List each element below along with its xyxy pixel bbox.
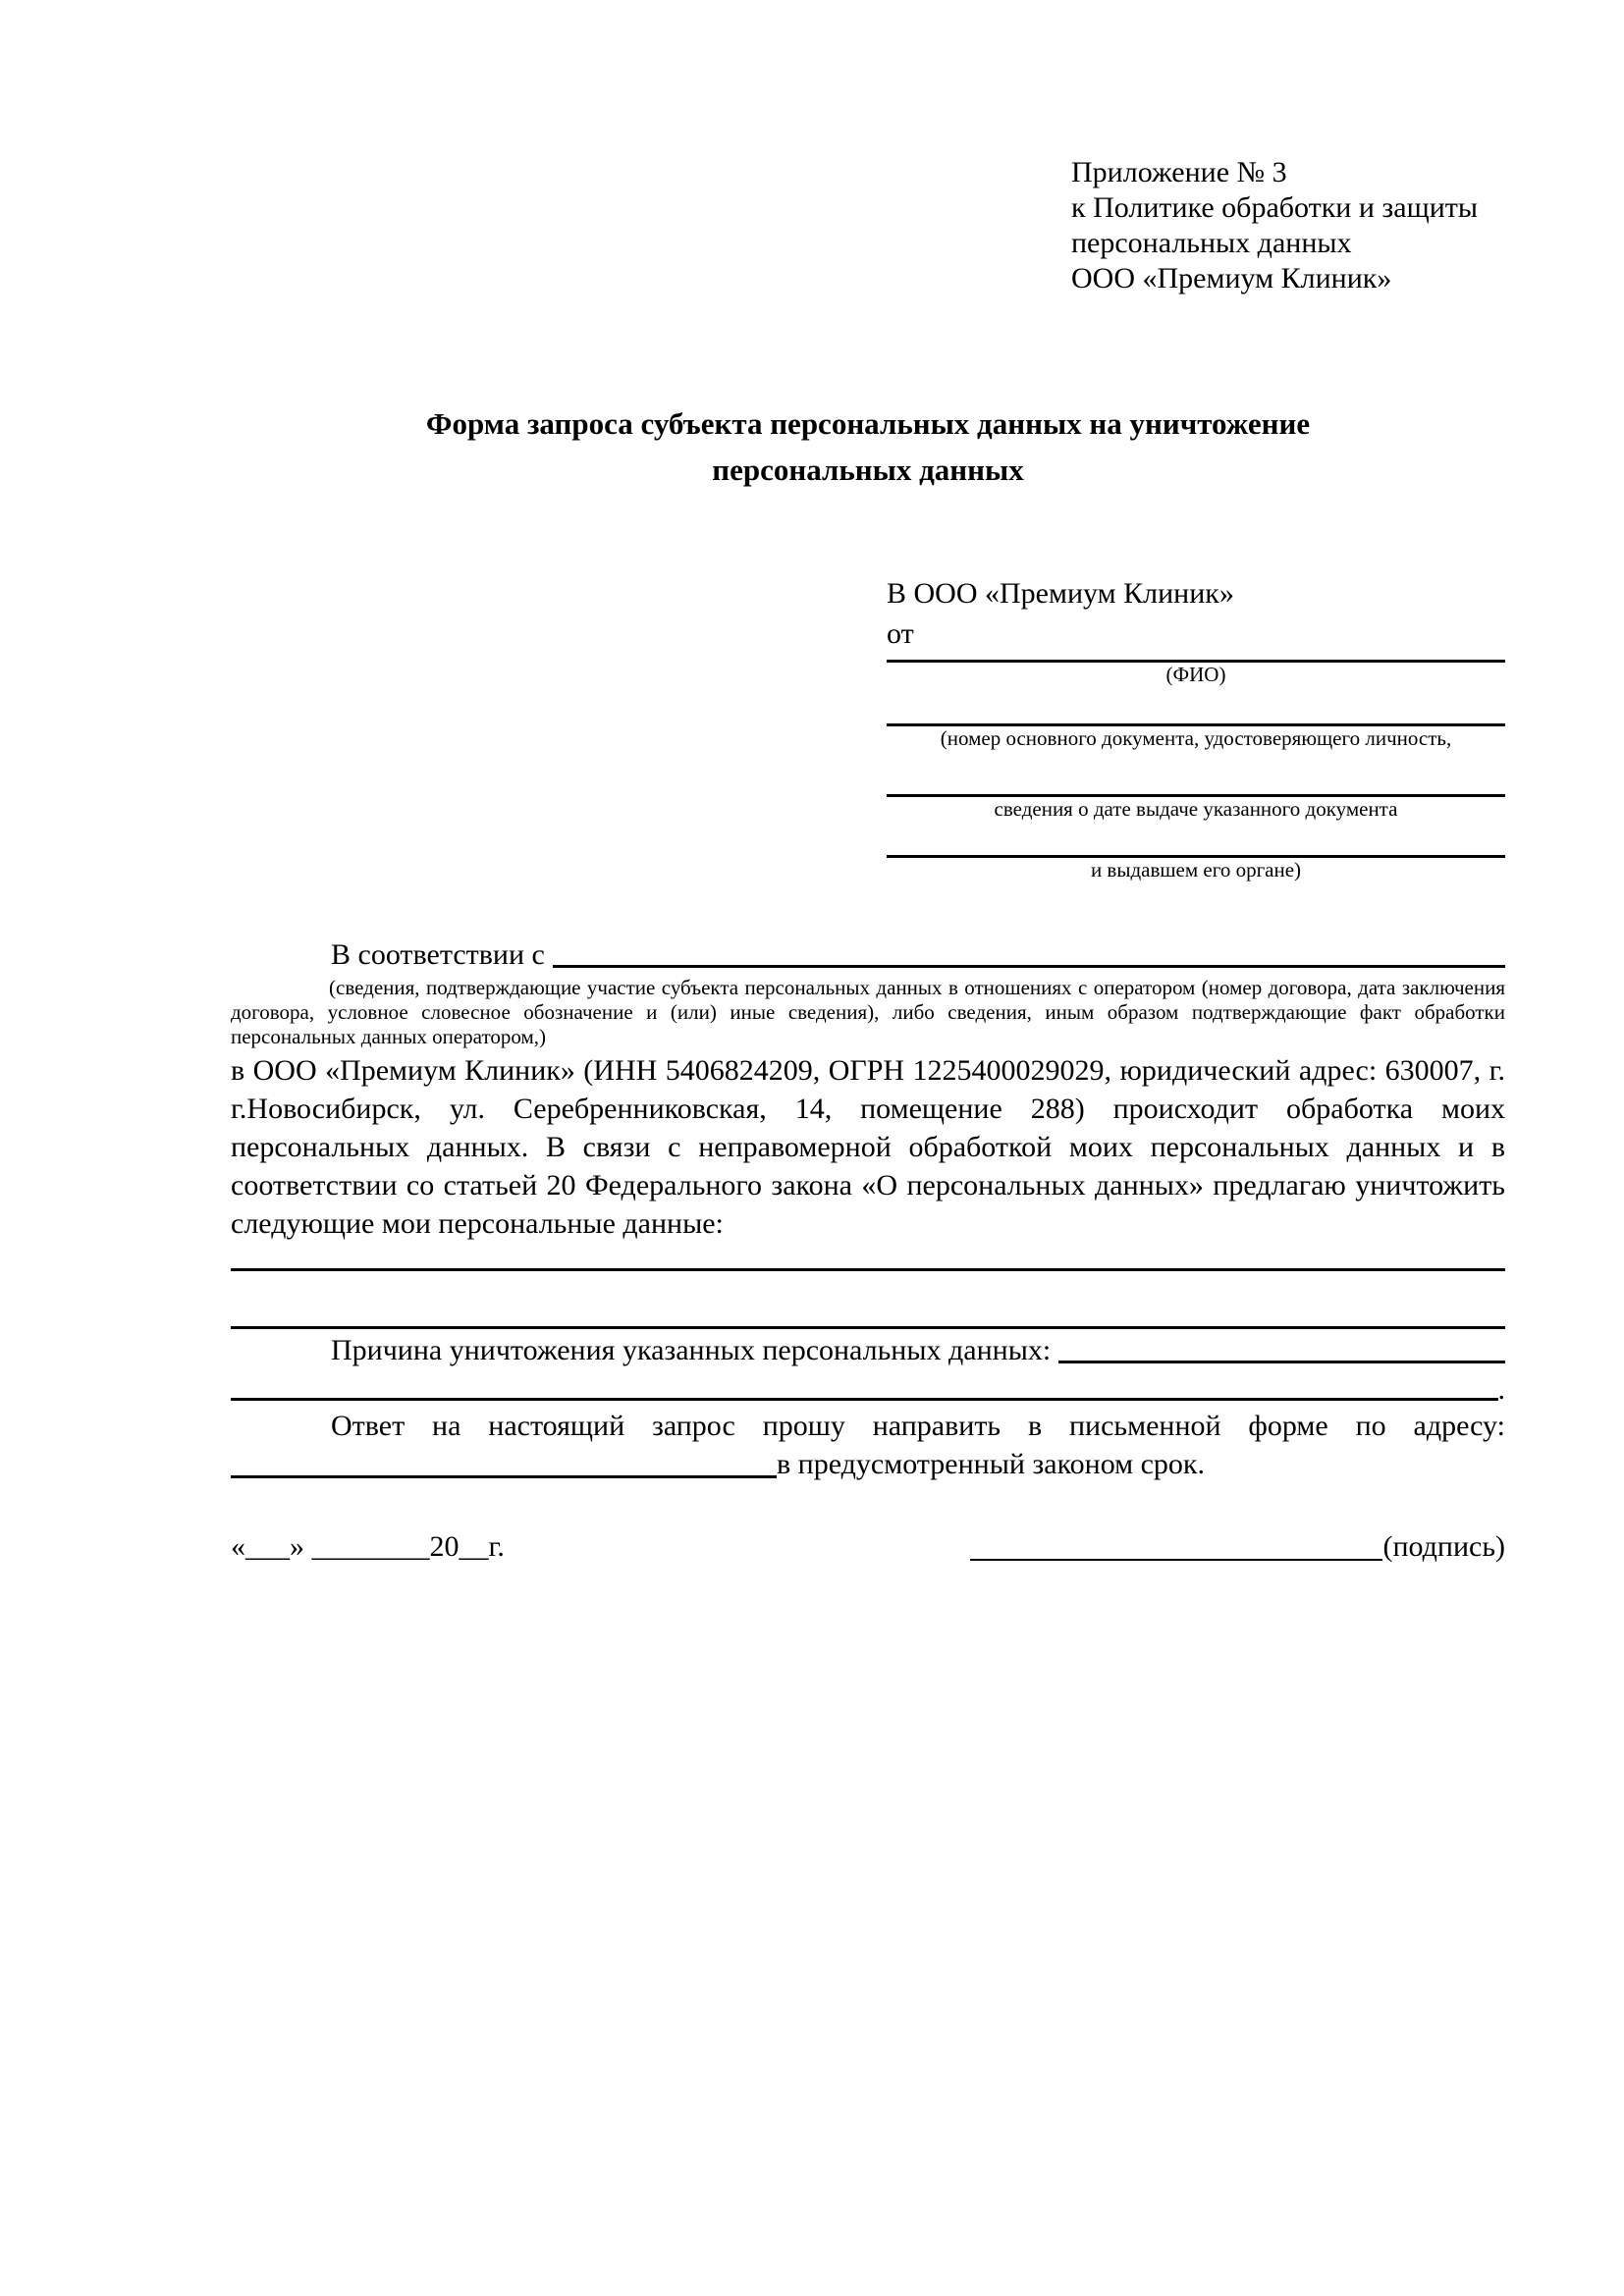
fio-caption: (ФИО) xyxy=(1165,663,1226,686)
identity-document-blank-line xyxy=(887,686,1505,726)
reason-label: Причина уничтожения указанных персональных данных: xyxy=(331,1334,1052,1366)
accordance-row xyxy=(231,936,1505,974)
data-to-destroy-blank-line xyxy=(231,1271,1505,1329)
addressee-from-label: от xyxy=(887,617,914,650)
response-suffix: в предусмотренный законом срок. xyxy=(777,1448,1205,1480)
issue-date-caption: сведения о дате выдаче указанного документа xyxy=(994,797,1398,821)
reason-continuation-row xyxy=(231,1369,1505,1405)
issuing-authority-caption: и выдавшем его органе) xyxy=(1090,858,1302,881)
addressee-to: В ООО «Премиум Клиник» xyxy=(887,577,1234,610)
appendix-block xyxy=(1071,155,1505,296)
appendix-line: Приложение № 3 xyxy=(1071,156,1287,188)
address-blank-line xyxy=(231,1445,777,1478)
appendix-line: персональных данных xyxy=(1071,227,1352,259)
form-title-line: Форма запроса субъекта персональных данных на уничтожение xyxy=(425,406,1311,441)
main-paragraph: в ООО «Премиум Клиник» (ИНН 5406824209, ОГРН 1225400029029, юридический адрес: 630007, г. г.Новосибирск, ул. Серебренниковская, 14, помещение 288) происходит обработка моих персональных данных. В связи с неправомерной обработкой моих персональных данных и в соответствии со статьей 20 Федерального закона «О персональных данных» предлагаю уничтожить следующие мои персональные данные: xyxy=(231,1054,1505,1240)
identity-document-caption: (номер основного документа, удостоверяющего личность, xyxy=(940,726,1452,750)
signature-blank-line xyxy=(970,1528,1382,1561)
form-title-line: персональных данных xyxy=(712,453,1024,487)
signature-caption: (подпись) xyxy=(1382,1530,1505,1563)
response-request: Ответ на настоящий запрос прошу направить в письменной форме по адресу: xyxy=(331,1410,1505,1442)
date-line: «___» ________20__г. xyxy=(231,1530,505,1563)
response-address-row xyxy=(231,1445,1505,1483)
appendix-line: ООО «Премиум Клиник» xyxy=(1071,262,1392,294)
reason-continuation-blank-line xyxy=(231,1398,1498,1401)
date-signature-row xyxy=(231,1528,1505,1566)
reason-row xyxy=(231,1332,1505,1369)
issuing-authority-blank-line xyxy=(887,821,1505,858)
fio-blank-line xyxy=(887,653,1505,663)
accordance-label: В соответствии с xyxy=(331,938,545,971)
issue-date-blank-line xyxy=(887,750,1505,797)
line-terminator: . xyxy=(1497,1373,1505,1406)
accordance-footnote: (сведения, подтверждающие участие субъекта персональных данных в отношениях с оператором (номер договора, дата заключения договора, условное словесное обозначение и (или) иные сведения), либо сведения, иным образом подтверждающие факт обработки персональных данных оператором,) xyxy=(231,976,1505,1048)
data-to-destroy-blank-line xyxy=(231,1243,1505,1271)
addressee-block xyxy=(887,571,1505,881)
form-title xyxy=(231,400,1505,493)
signature-block xyxy=(970,1528,1505,1566)
appendix-line: к Политике обработки и защиты xyxy=(1071,191,1479,224)
reason-blank-line xyxy=(1058,1332,1505,1363)
accordance-blank-line xyxy=(553,936,1505,968)
